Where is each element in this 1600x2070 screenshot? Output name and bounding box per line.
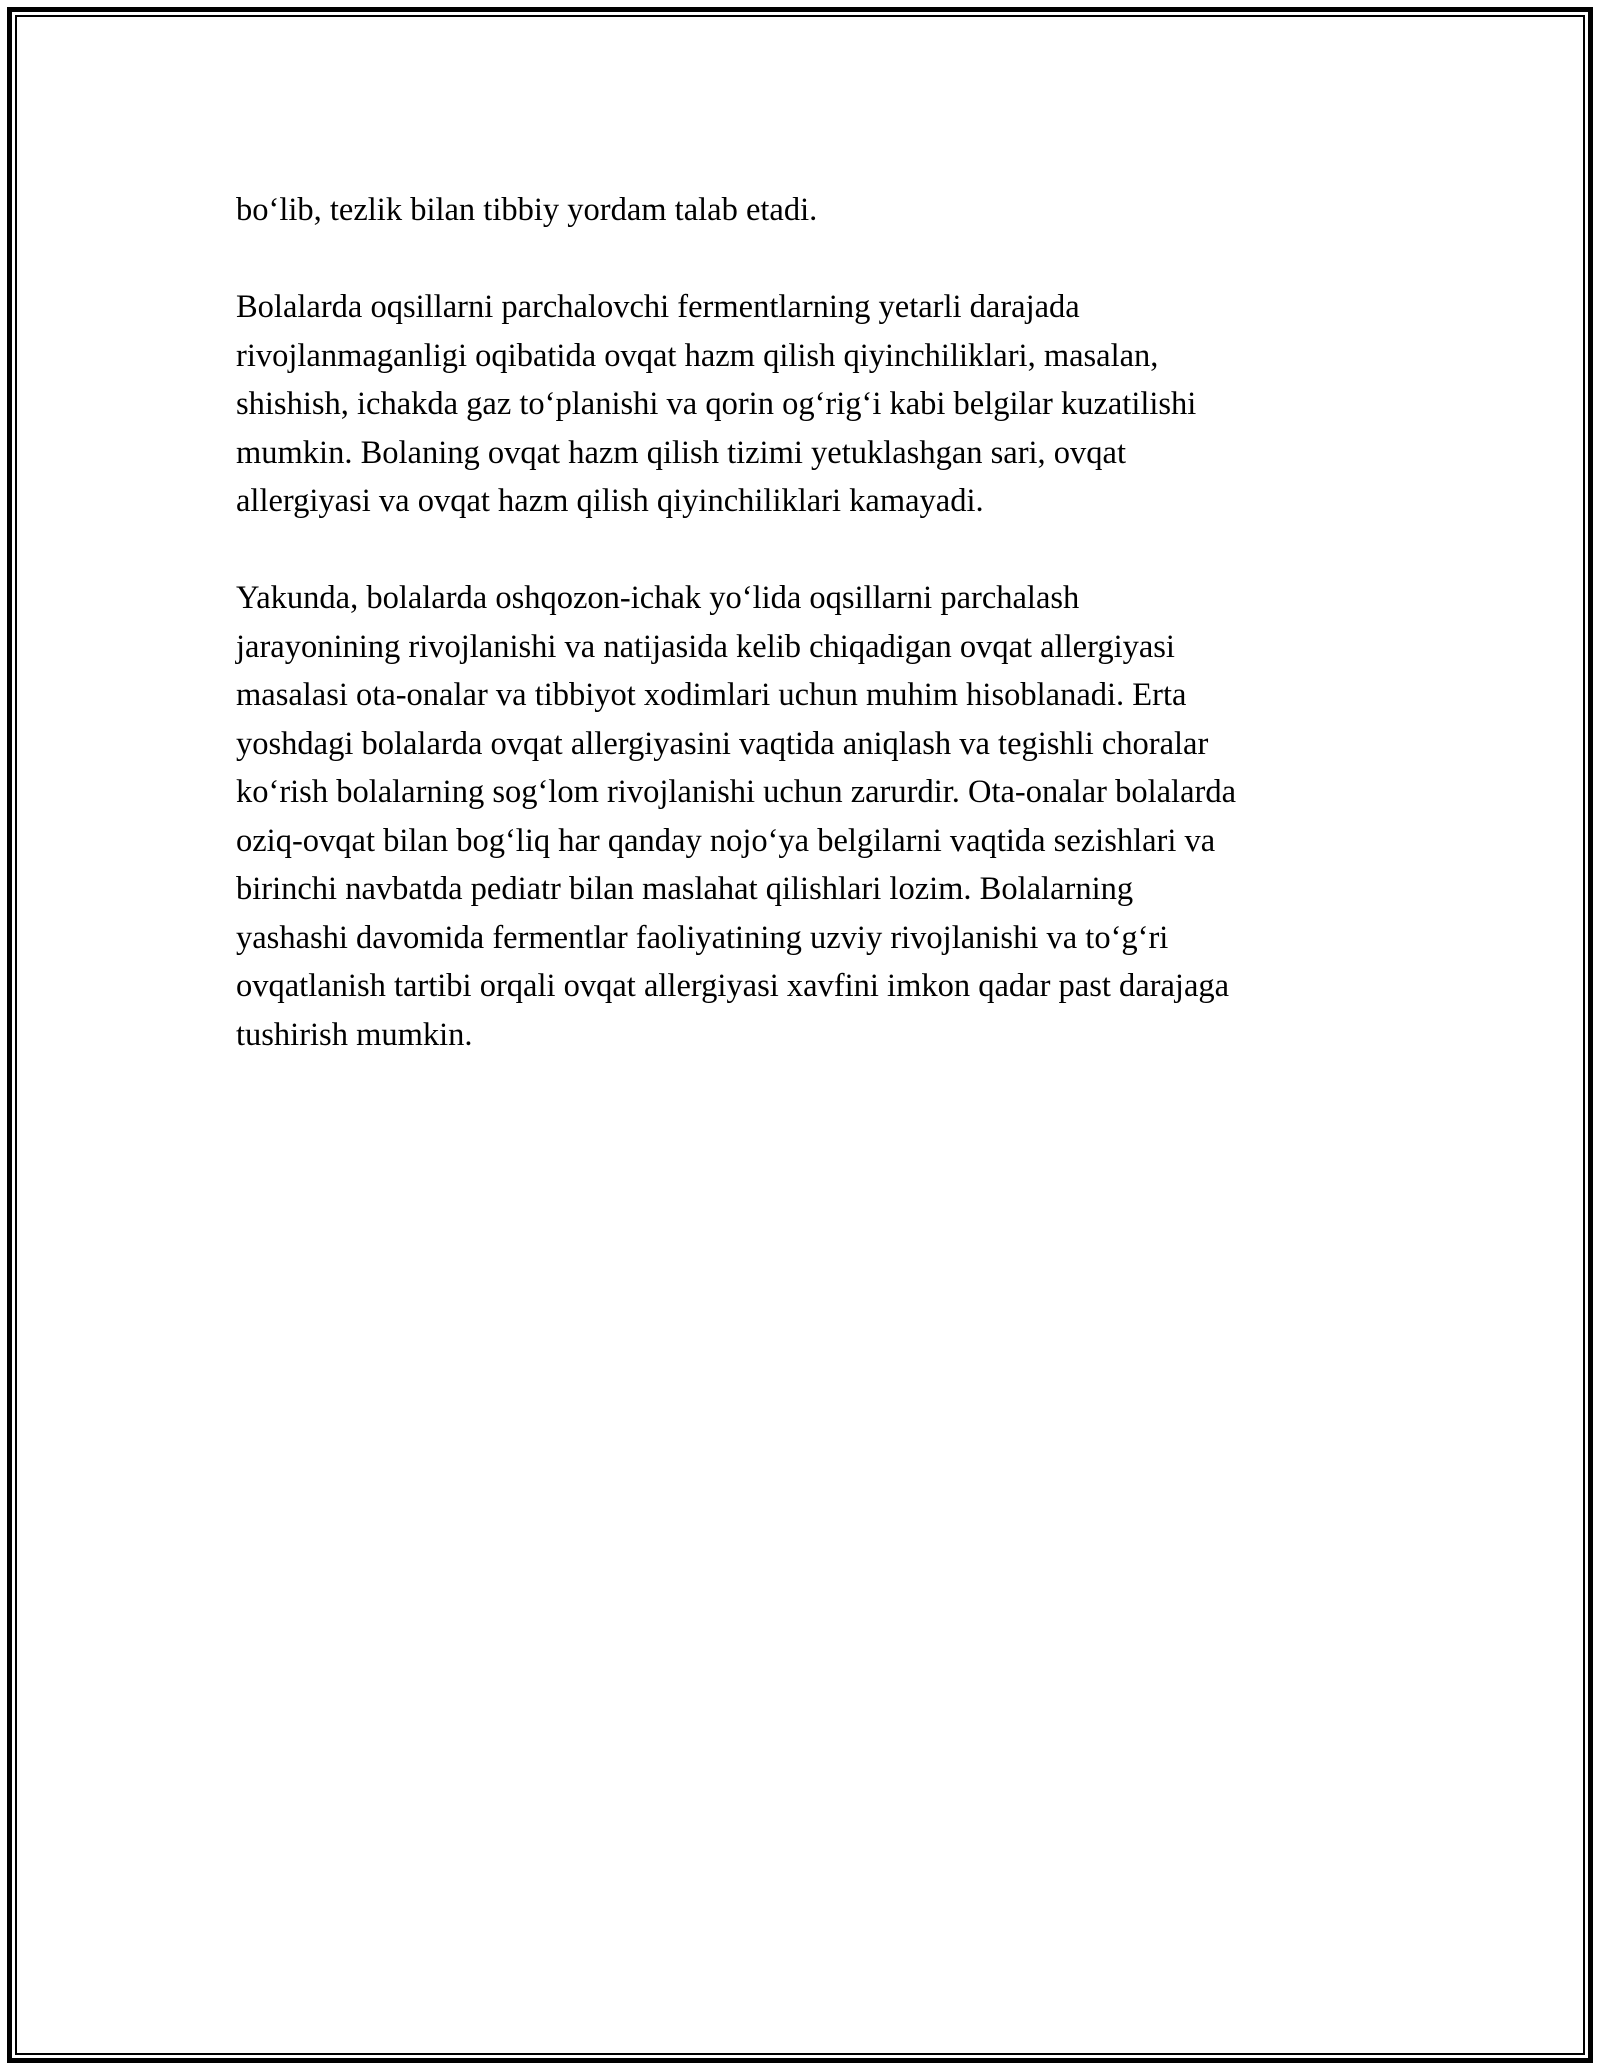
text-line: birinchi navbatda pediatr bilan maslahat qilishlari lozim. Bolalarning [236, 871, 1134, 907]
text-line: tushirish mumkin. [236, 1016, 473, 1053]
text-line: Bolalarda oqsillarni parchalovchi fermentlarning yetarli darajada [236, 289, 1080, 325]
text-line: rivojlanmaganligi oqibatida ovqat hazm qilish qiyinchiliklari, masalan, [236, 337, 1159, 374]
text-line: ovqatlanish tartibi orqali ovqat allergiyasi xavfini imkon qadar past darajaga [236, 968, 1230, 1004]
paragraph-1 [236, 186, 1386, 235]
text-line: bo‘lib, tezlik bilan tibbiy yordam talab etadi. [236, 192, 818, 228]
text-line: Yakunda, bolalarda oshqozon-ichak yo‘lida oqsillarni parchalash [236, 580, 1080, 616]
document-body [236, 186, 1386, 1108]
text-line: masalasi ota-onalar va tibbiyot xodimlari uchun muhim hisoblanadi. Erta [236, 677, 1187, 713]
text-line: yoshdagi bolalarda ovqat allergiyasini vaqtida aniqlash va tegishli choralar [236, 725, 1209, 762]
text-line: ko‘rish bolalarning sog‘lom rivojlanishi uchun zarurdir. Ota-onalar bolalarda [236, 774, 1236, 810]
paragraph-2 [236, 283, 1386, 526]
text-line: oziq-ovqat bilan bog‘liq har qanday nojo‘ya belgilarni vaqtida sezishlari va [236, 822, 1216, 859]
text-line: mumkin. Bolaning ovqat hazm qilish tizimi yetuklashgan sari, ovqat [236, 434, 1127, 471]
text-line: yashashi davomida fermentlar faoliyatining uzviy rivojlanishi va to‘g‘ri [236, 919, 1169, 956]
text-line: shishish, ichakda gaz to‘planishi va qorin og‘rig‘i kabi belgilar kuzatilishi [236, 386, 1197, 422]
text-line: jarayonining rivojlanishi va natijasida kelib chiqadigan ovqat allergiyasi [236, 628, 1175, 665]
paragraph-3 [236, 574, 1386, 1059]
text-line: allergiyasi va ovqat hazm qilish qiyinchiliklari kamayadi. [236, 483, 984, 519]
